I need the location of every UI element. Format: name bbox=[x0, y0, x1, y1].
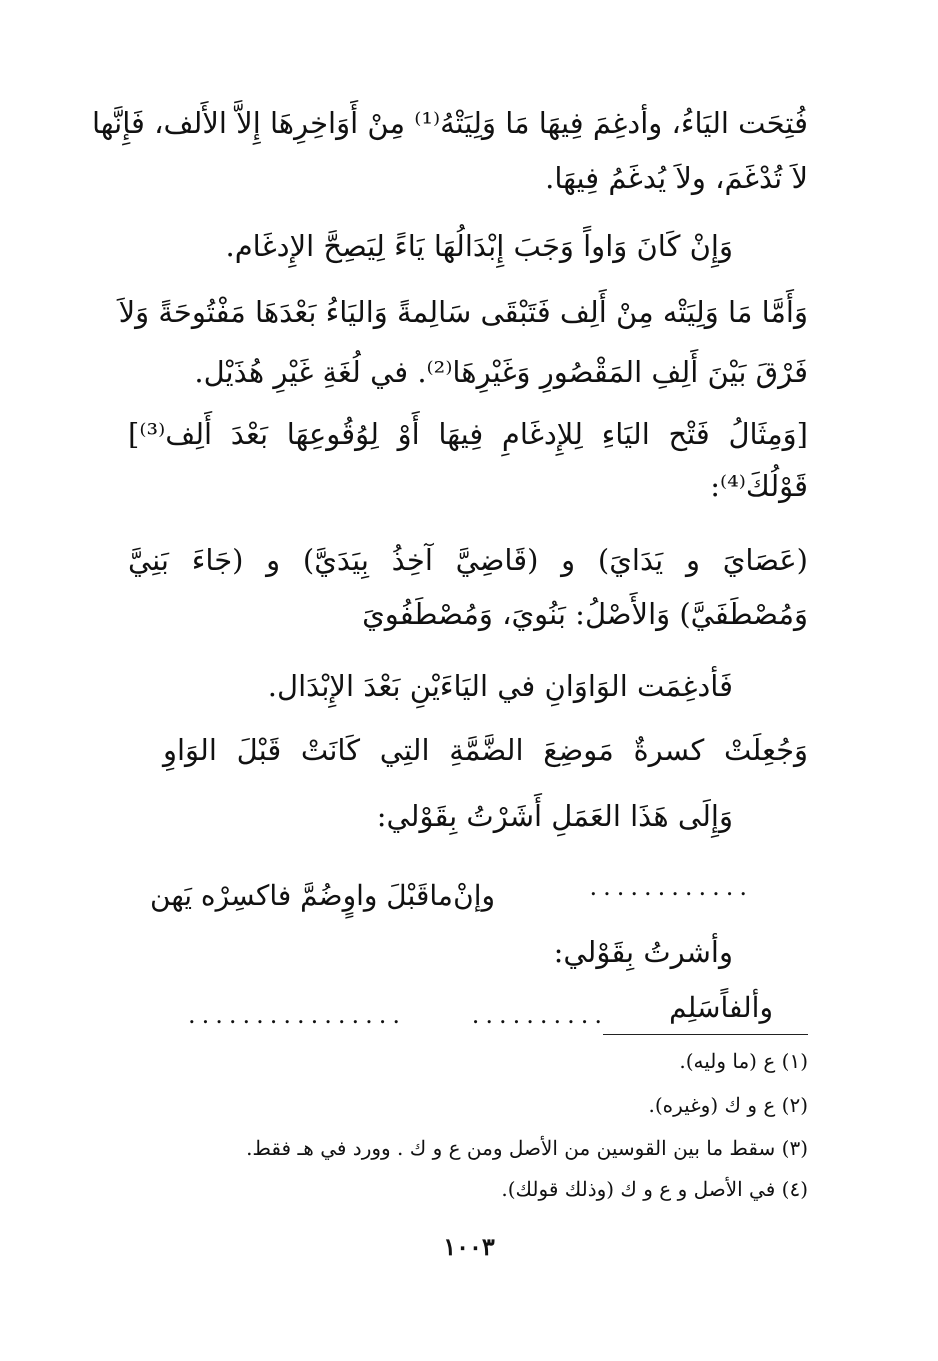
verse-2-dots-b: ................ bbox=[188, 1001, 407, 1029]
body-line-10: فَأدغِمَت الوَاوَانِ في اليَاءَيْنِ بَعْدَ الإِبْدَال. bbox=[267, 669, 733, 703]
verse-1-dots: ............ bbox=[589, 873, 753, 901]
verse-2-first-word: وألفاًسَلِم bbox=[669, 991, 773, 1024]
body-line-11: وَجُعِلَتْ كسرةٌ مَوضِعَ الضَّمَّةِ التِي كَانَتْ قَبْلَ الوَاوِ bbox=[163, 733, 808, 767]
body-line-6: [وَمِثَالُ فَتْح اليَاءِ لِلإِدغَامِ فِيهَا أَوْ لِوُقُوعِهَا بَعْدَ أَلِف⁽³⁾] bbox=[128, 417, 808, 451]
body-line-7: قَوْلُكَ⁽⁴⁾: bbox=[710, 469, 808, 503]
verse-1-first-hemistich: وإنْ bbox=[453, 879, 495, 912]
footnote-3: (٣) سقط ما بين القوسين من الأصل ومن ع و ك . وورد في هـ فقط. bbox=[246, 1136, 808, 1160]
verse-2-dots-a: .......... bbox=[471, 1001, 608, 1029]
body-line-4: وَأَمَّا مَا وَلِيَتْه مِنْ أَلِف فَتَبْقَى سَالِمةً وَاليَاءُ بَعْدَهَا مَفْتُوحَةً وَلاَ bbox=[118, 295, 808, 329]
footnote-separator bbox=[603, 1034, 808, 1035]
footnote-1: (١) ع (ما وليه). bbox=[679, 1049, 808, 1073]
body-line-12: وَإِلَى هَذَا العَمَلِ أَشَرْتُ بِقَوْلي: bbox=[376, 799, 733, 833]
body-line-1: فُتِحَت اليَاءُ، وأدغِمَ فِيهَا مَا وَلِيَتْهُ⁽¹⁾ مِنْ أَوَاخِرِهَا إِلاَّ الأَلف، فَإِنَّها bbox=[91, 106, 808, 140]
verse-1-second-hemistich: ماقَبْلَ واوٍضُمَّ فاكسِرْه يَهن bbox=[150, 879, 453, 912]
footnote-2: (٢) ع و ك (وغيره). bbox=[648, 1093, 808, 1117]
body-line-8: (عَصَايَ و يَدَايَ) و (قَاضِيَّ آخِذُ بِيَدَيَّ) و (جَاءَ بَنِيَّ bbox=[128, 543, 808, 577]
body-line-9: وَمُصْطَفَيَّ) وَالأَصْلُ: بَنُويَ، وَمُصْطَفُويَ bbox=[362, 597, 808, 631]
page-number: ١٠٠٣ bbox=[443, 1232, 495, 1261]
body-line-5: فَرْقَ بَيْنَ أَلِفِ المَقْصُورِ وَغَيْرِهَا⁽²⁾. في لُغَةِ غَيْرِ هُذَيْل. bbox=[194, 355, 808, 389]
body-line-3: وَإِنْ كَانَ وَاواً وَجَبَ إِبْدَالُهَا يَاءً لِيَصِحَّ الإِدغَام. bbox=[225, 229, 733, 263]
verse-2-intro: وأشرتُ بِقَوْلي: bbox=[553, 935, 733, 969]
body-line-2: لاَ تُدْغَمَ، ولاَ يُدغَمُ فِيهَا. bbox=[545, 161, 808, 195]
footnote-4: (٤) في الأصل و ع و ك (وذلك قولك). bbox=[501, 1177, 808, 1201]
